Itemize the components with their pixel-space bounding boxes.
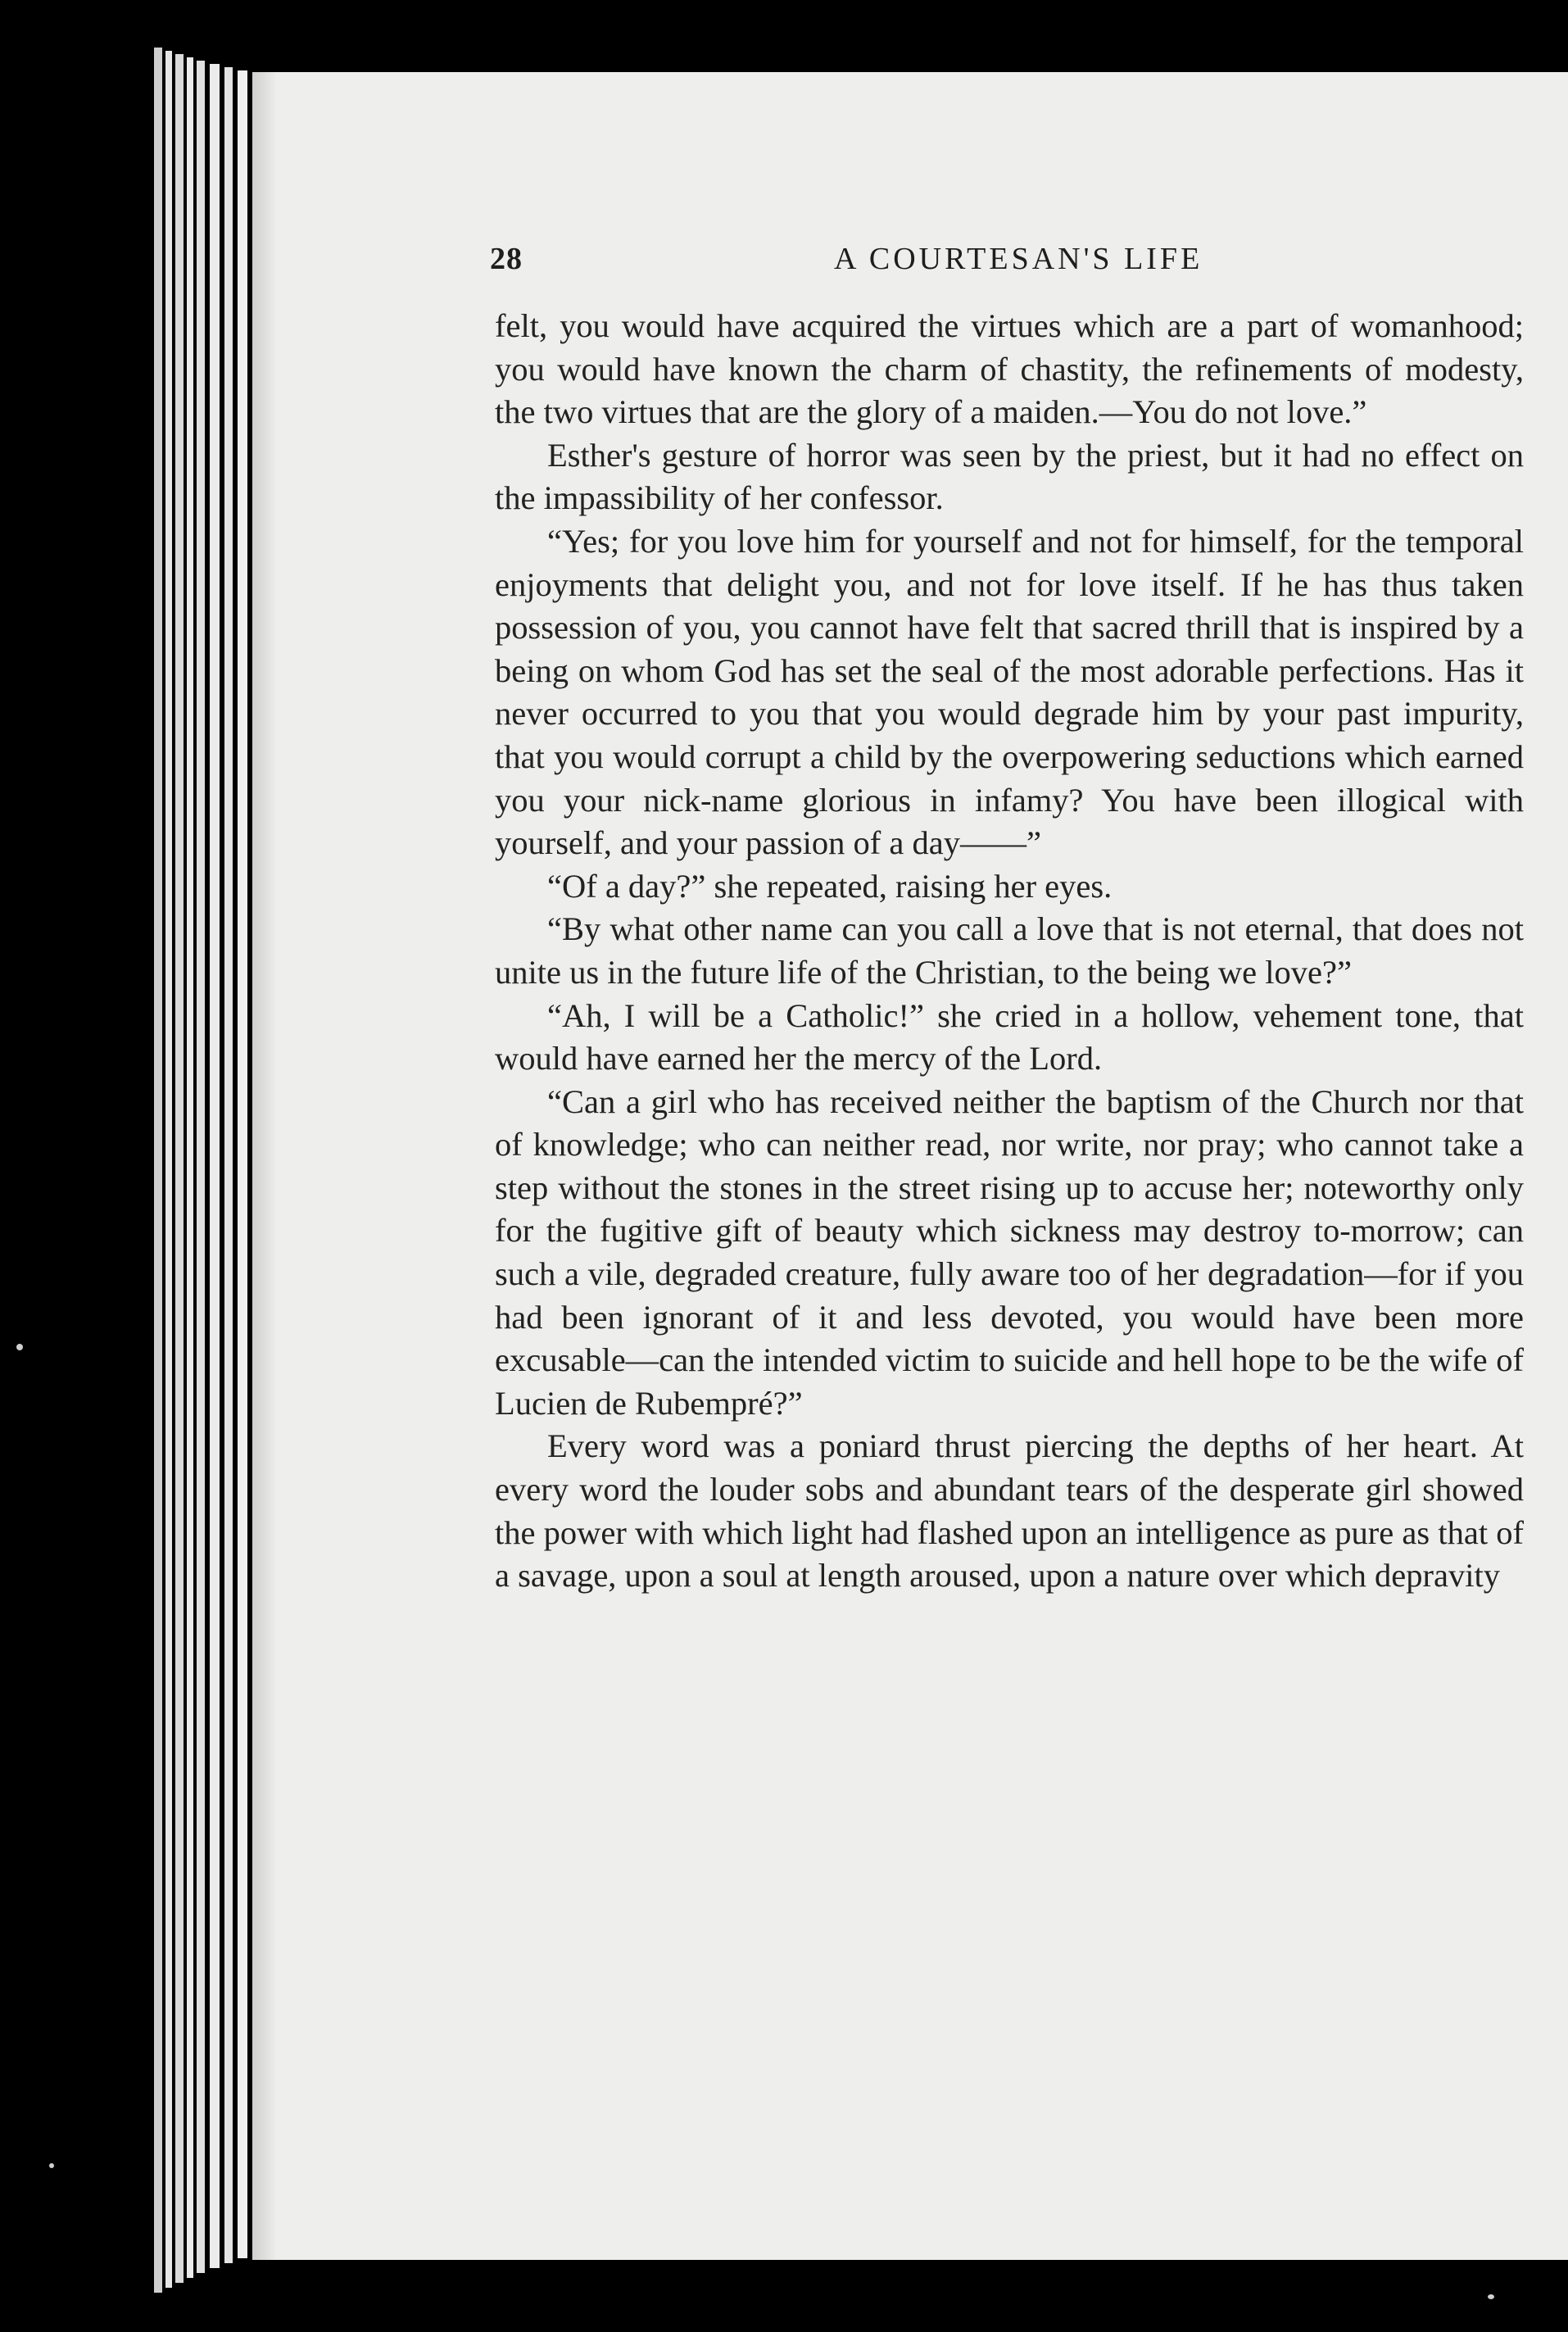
paragraph: Every word was a poniard thrust piercing the depths of her heart. At every word the louder sobs and abundant tears of the desperate girl showed the power with which light had flashed upon an intelligence as pure as that of a savage, upon a soul at length aroused, upon a nature over which depravity bbox=[495, 1427, 1524, 1595]
running-title: A COURTESAN'S LIFE bbox=[834, 242, 1203, 276]
page-edge bbox=[197, 61, 205, 2273]
paragraph: “Of a day?” she repeated, raising her eyes. bbox=[547, 867, 1113, 905]
page-gutter-shadow bbox=[252, 72, 277, 2260]
paragraph: “Can a girl who has received neither the baptism of the Church nor that of knowledge; who can neither read, nor write, nor pray; who cannot take a step without the stones in the street rising up to accuse her; noteworthy only for the fugitive gift of beauty which sickness may destroy to-morrow; can such a vile, degraded creature, fully aware too of her degradation—for if you had been ignorant of it and less devoted, you would have been more excusable—can the intended victim to suicide and hell hope to be the wife of Lucien de Rubempré?” bbox=[495, 1082, 1524, 1422]
page-edge bbox=[210, 64, 220, 2268]
body-text bbox=[495, 305, 1524, 1598]
page-edge bbox=[175, 54, 184, 2283]
paragraph: felt, you would have acquired the virtues which are a part of womanhood; you would have known the charm of chastity, the refinements of modesty, the two virtues that are the glory of a maiden.—You do not love.” bbox=[495, 307, 1524, 431]
paragraph: “By what other name can you call a love that is not eternal, that does not unite us in the future life of the Christian, to the being we love?” bbox=[495, 910, 1524, 991]
scan-speck bbox=[1488, 2294, 1494, 2299]
page-edge bbox=[187, 57, 193, 2278]
page-number: 28 bbox=[490, 242, 523, 276]
page-header bbox=[490, 241, 1530, 290]
page-edge bbox=[238, 70, 247, 2258]
paragraph: Esther's gesture of horror was seen by the priest, but it had no effect on the impassibility of her confessor. bbox=[495, 436, 1524, 517]
page-edge bbox=[224, 67, 233, 2263]
paragraph: “Yes; for you love him for yourself and not for himself, for the temporal enjoyments that delight you, and not for love itself. If he has thus taken possession of you, you cannot have felt that sacred thrill that is inspired by a being on whom God has set the seal of the most adorable perfections. Has it never occurred to you that you would degrade him by your past impurity, that you would corrupt a child by the overpowering seductions which earned you your nick-name glorious in infamy? You have been illogical with yourself, and your passion of a day——” bbox=[495, 522, 1524, 862]
scan-speck bbox=[16, 1344, 23, 1350]
page-edge bbox=[165, 51, 172, 2288]
scan-speck bbox=[49, 2163, 54, 2168]
page-edge bbox=[154, 48, 162, 2293]
paragraph: “Ah, I will be a Catholic!” she cried in a hollow, vehement tone, that would have earned her the mercy of the Lord. bbox=[495, 996, 1524, 1078]
